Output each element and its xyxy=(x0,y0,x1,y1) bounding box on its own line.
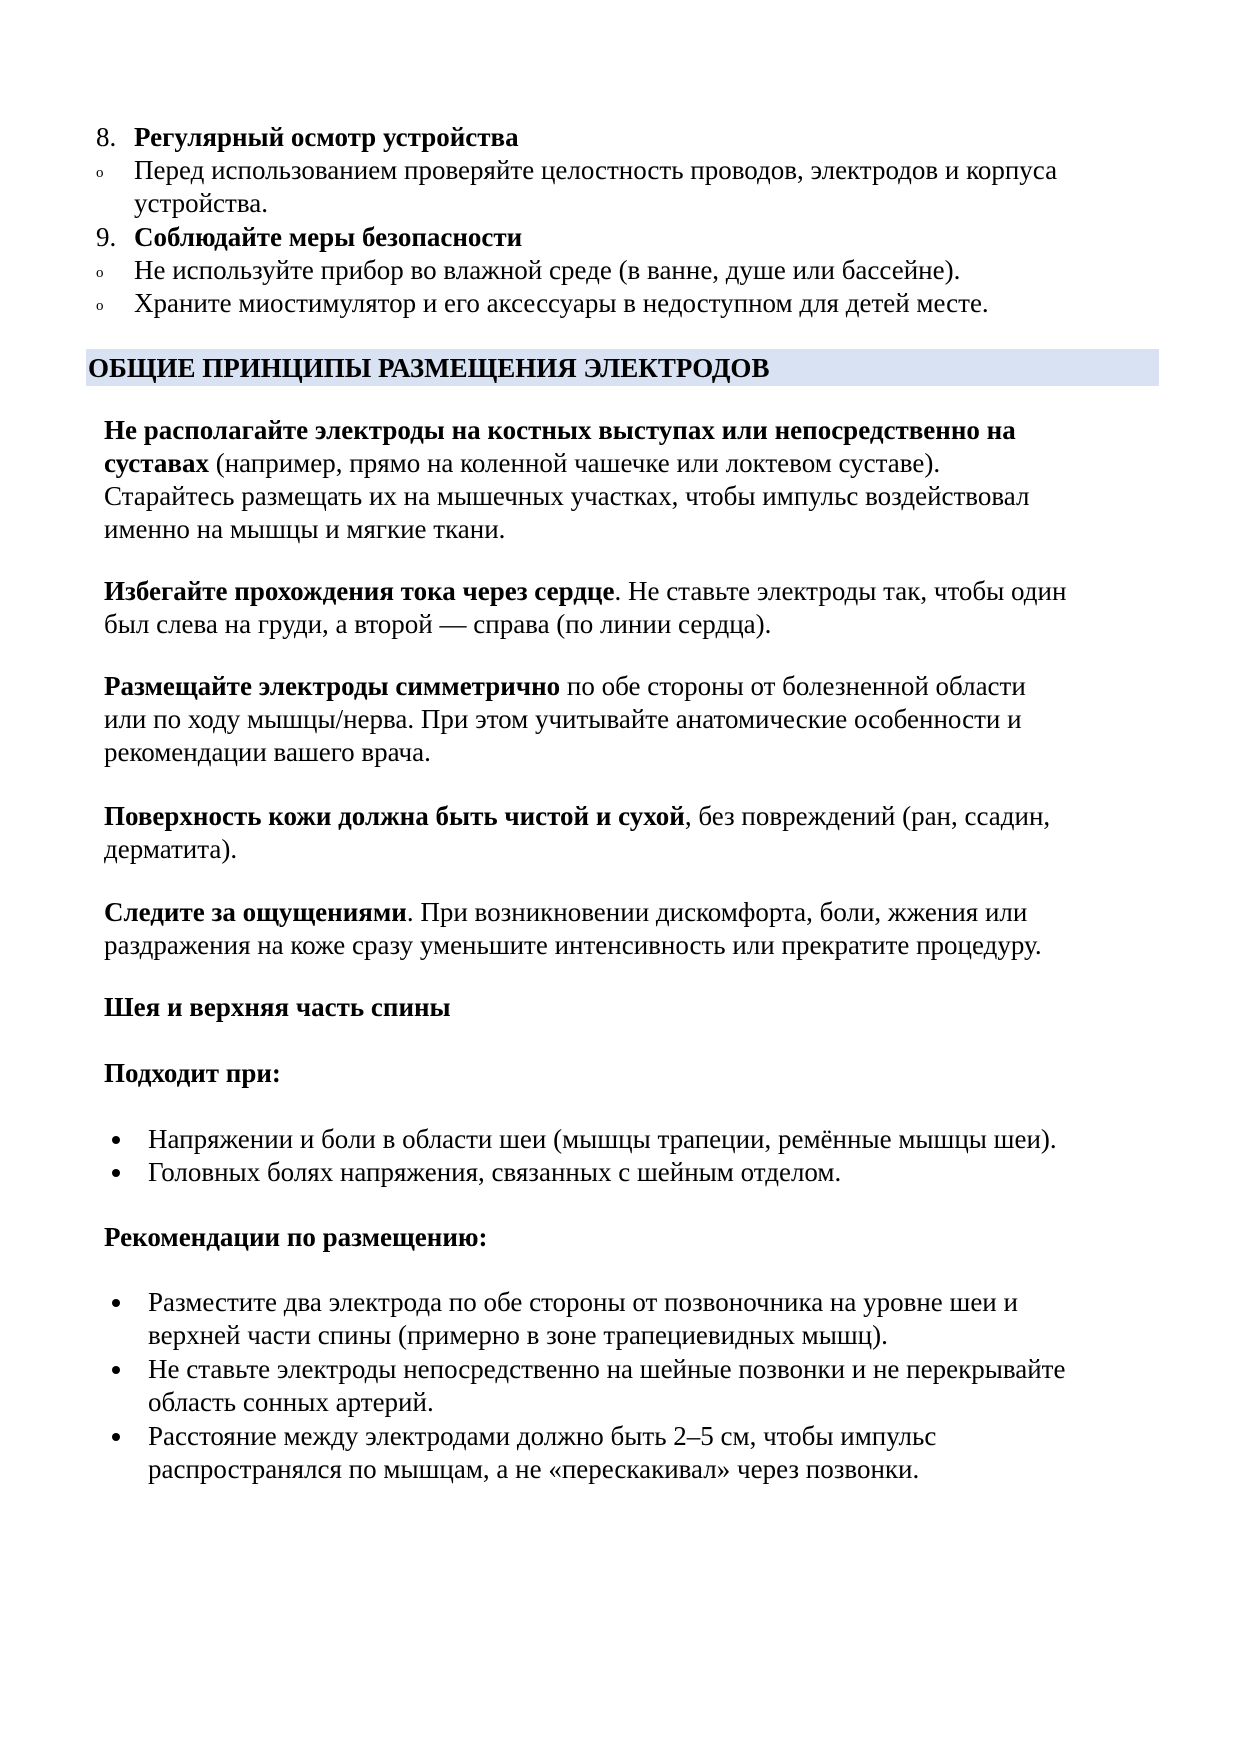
circle-bullet-icon: o xyxy=(96,165,104,181)
subsection-heading: Шея и верхняя часть спины xyxy=(104,992,451,1022)
paragraph xyxy=(104,800,1164,866)
list-item-text: Головных болях напряжения, связанных с шейным отделом. xyxy=(148,1157,842,1187)
bullet-icon xyxy=(112,1366,120,1374)
sub-item-text: Не используйте прибор во влажной среде (в ванне, душе или бассейне). xyxy=(134,255,961,285)
item-number: 9. xyxy=(96,222,117,252)
sub-item xyxy=(96,154,1156,220)
bullet-icon xyxy=(112,1299,120,1307)
bullet-icon xyxy=(112,1136,120,1144)
paragraph-bold: Поверхность кожи должна быть чистой и сухой xyxy=(104,801,685,831)
circle-bullet-icon: o xyxy=(96,265,104,281)
list-item-text: Напряжении и боли в области шеи (мышцы трапеции, ремённые мышцы шеи). xyxy=(148,1124,1057,1154)
paragraph xyxy=(104,670,1164,769)
paragraph-text: , без повреждений (ран, ссадин, дерматита). xyxy=(104,801,1051,864)
list-item xyxy=(104,1420,1164,1486)
paragraph xyxy=(104,896,1164,962)
bullet-icon xyxy=(112,1169,120,1177)
list-item-text: Разместите два электрода по обе стороны от позвоночника на уровне шеи и верхней части спины (примерно в зоне трапециевидных мышц). xyxy=(148,1287,1018,1350)
paragraph-text: . При возникновении дискомфорта, боли, жжения или раздражения на коже сразу уменьшите интенсивность или прекратите процедуру. xyxy=(104,897,1042,960)
list-item xyxy=(104,1286,1164,1352)
paragraph-bold: Следите за ощущениями xyxy=(104,897,407,927)
numbered-item-9 xyxy=(96,221,1146,254)
paragraph-text: (например, прямо на коленной чашечке или локтевом суставе). Старайтесь размещать их на мышечных участках, чтобы импульс воздействовал именно на мышцы и мягкие ткани. xyxy=(104,448,1030,544)
paragraph-text: . Не ставьте электроды так, чтобы один был слева на груди, а второй — справа (по линии сердца). xyxy=(104,576,1067,639)
paragraph-text: по обе стороны от болезненной области или по ходу мышцы/нерва. При этом учитывайте анатомические особенности и рекомендации вашего врача. xyxy=(104,671,1026,767)
paragraph-bold: Размещайте электроды симметрично xyxy=(104,671,561,701)
item-number: 8. xyxy=(96,122,117,152)
list-item xyxy=(104,1123,1164,1156)
recommend-heading: Рекомендации по размещению: xyxy=(104,1222,488,1252)
item-title: Соблюдайте меры безопасности xyxy=(134,222,523,252)
paragraph-bold: Избегайте прохождения тока через сердце xyxy=(104,576,615,606)
bullet-icon xyxy=(112,1433,120,1441)
sub-item-text: Перед использованием проверяйте целостность проводов, электродов и корпуса устройства. xyxy=(134,155,1058,218)
numbered-item-8 xyxy=(96,121,1146,154)
paragraph-bold: Не располагайте электроды на костных выступах или непосредственно на суставах xyxy=(104,415,1016,478)
sub-item xyxy=(96,254,1156,287)
list-item-text: Расстояние между электродами должно быть 2–5 см, чтобы импульс распространялся по мышцам, а не «перескакивал» через позвонки. xyxy=(148,1421,937,1484)
list-item-text: Не ставьте электроды непосредственно на шейные позвонки и не перекрывайте область сонных артерий. xyxy=(148,1354,1066,1417)
list-item xyxy=(104,1156,1164,1189)
paragraph xyxy=(104,414,1164,546)
sub-item xyxy=(96,287,1156,320)
paragraph xyxy=(104,575,1164,641)
section-title: ОБЩИЕ ПРИНЦИПЫ РАЗМЕЩЕНИЯ ЭЛЕКТРОДОВ xyxy=(88,353,770,383)
list-item xyxy=(104,1353,1164,1419)
suits-heading: Подходит при: xyxy=(104,1058,281,1088)
sub-item-text: Храните миостимулятор и его аксессуары в недоступном для детей месте. xyxy=(134,288,989,318)
item-title: Регулярный осмотр устройства xyxy=(134,122,519,152)
circle-bullet-icon: o xyxy=(96,298,104,314)
